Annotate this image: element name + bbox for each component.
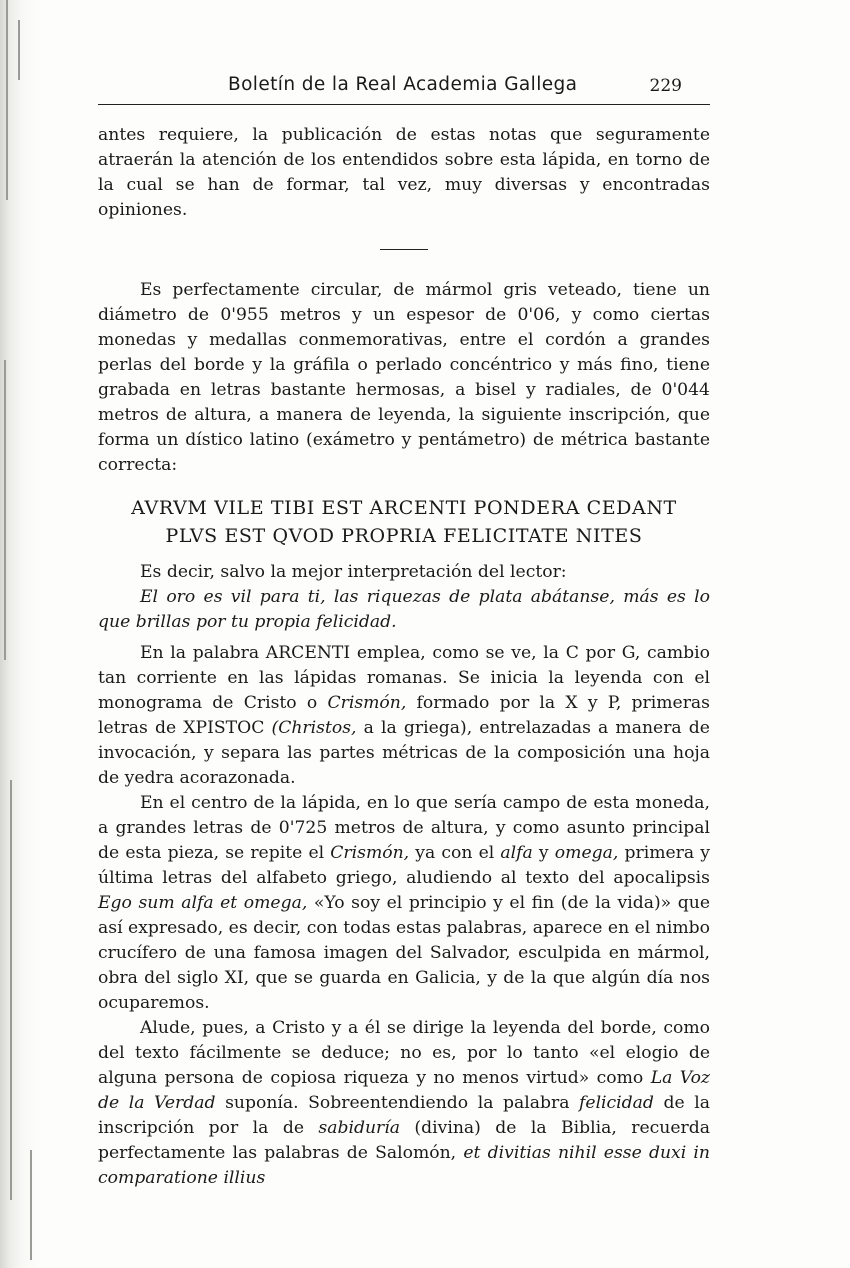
gutter-shadow-mark bbox=[10, 780, 12, 1200]
text-run: Alude, pues, a Cristo y a él se dirige la leyenda del borde, como del texto fácilmente se deduce; no es, por lo tanto «el elogio de alguna persona de copiosa riqueza y no menos virtud» como bbox=[98, 1018, 710, 1088]
gutter-shadow-mark bbox=[18, 20, 20, 80]
text-run: (divina) de la Biblia, recuerda perfectamente las palabras de Salomón, bbox=[98, 1118, 710, 1163]
paragraph-centro bbox=[98, 791, 710, 1016]
intro-paragraph: antes requiere, la publicación de estas notas que seguramente atraerán la atención de los entendidos sobre esta lápida, en torno de la cual se han de formar, tal vez, muy diversas y encontradas opiniones. bbox=[98, 125, 710, 220]
text-run: ya con el bbox=[409, 843, 501, 863]
gutter-shadow-mark bbox=[4, 360, 6, 660]
gutter-shadow-mark bbox=[6, 0, 8, 200]
italic-term: felicidad bbox=[579, 1093, 654, 1113]
book-page bbox=[98, 70, 710, 1191]
text-run: En la palabra ARCENTI emplea, como se ve, la C por G, cambio tan corriente en las lápidas romanas. Se inicia la leyenda con el monograma de Cristo o bbox=[98, 643, 710, 713]
italic-term: Crismón, bbox=[327, 693, 407, 713]
text-run: formado por la X y P, primeras letras de XPISTOC bbox=[98, 693, 710, 738]
italic-term: alfa bbox=[500, 843, 533, 863]
paragraph-arcenti bbox=[98, 641, 710, 791]
text-run: a la griega), entrelazadas a manera de invocación, y separa las partes métricas de la composición una hoja de yedra acorazonada. bbox=[98, 718, 710, 788]
translation-lead: Es decir, salvo la mejor interpretación del lector: bbox=[140, 562, 567, 582]
italic-term: (Christos, bbox=[271, 718, 357, 738]
italic-term: Crismón, bbox=[330, 843, 410, 863]
description-paragraph: Es perfectamente circular, de mármol gris veteado, tiene un diámetro de 0'955 metros y un espesor de 0'06, y como ciertas monedas y medallas conmemorativas, entre el cordón a grandes perlas del borde y la gráfila o perlado concéntrico y más fino, tiene grabada en letras bastante hermosas, a bisel y radiales, de 0'044 metros de altura, a manera de leyenda, la siguiente inscripción, que forma un dístico latino (exámetro y pentámetro) de métrica bastante correcta: bbox=[98, 280, 710, 475]
section-divider bbox=[380, 249, 428, 250]
page-header bbox=[98, 70, 710, 105]
paragraph-alude bbox=[98, 1016, 710, 1191]
italic-term: omega, bbox=[554, 843, 619, 863]
page-number: 229 bbox=[649, 76, 682, 96]
translation-text: El oro es vil para ti, las riquezas de plata abátanse, más es lo que brillas por tu propia felicidad. bbox=[98, 587, 710, 632]
text-run: primera y última letras del alfabeto griego, aludiendo al texto del apocalipsis bbox=[98, 843, 710, 888]
italic-term: sabiduría bbox=[318, 1118, 401, 1138]
text-run: «Yo soy el principio y el fin (de la vida)» que así expresado, es decir, con todas estas palabras, aparece en el nimbo crucífero de una famosa imagen del Salvador, esculpida en mármol, obra del siglo XI, que se guarda en Galicia, y de la que algún día nos ocuparemos. bbox=[98, 893, 710, 1013]
text-run: En el centro de la lápida, en lo que sería campo de esta moneda, a grandes letras de 0'725 metros de altura, y como asunto principal de esta pieza, se repite el bbox=[98, 793, 710, 863]
inscription-line-1: AVRVM VILE TIBI EST ARCENTI PONDERA CEDANT bbox=[131, 497, 677, 519]
gutter-shadow-mark bbox=[30, 1150, 32, 1260]
text-run: de la inscripción por la de bbox=[98, 1093, 710, 1138]
book-binding-gutter bbox=[0, 0, 40, 1268]
inscription-line-2: PLVS EST QVOD PROPRIA FELICITATE NITES bbox=[165, 525, 643, 547]
latin-inscription bbox=[98, 494, 710, 550]
text-run: y bbox=[532, 843, 555, 863]
running-title: Boletín de la Real Academia Gallega bbox=[228, 74, 578, 95]
italic-term: Ego sum alfa et omega, bbox=[98, 893, 308, 913]
italic-term: et divitias nihil esse duxi in comparatione illius bbox=[98, 1143, 710, 1188]
italic-term: La Voz de la Verdad bbox=[98, 1068, 710, 1113]
text-run: suponía. Sobreentendiendo la palabra bbox=[215, 1093, 580, 1113]
